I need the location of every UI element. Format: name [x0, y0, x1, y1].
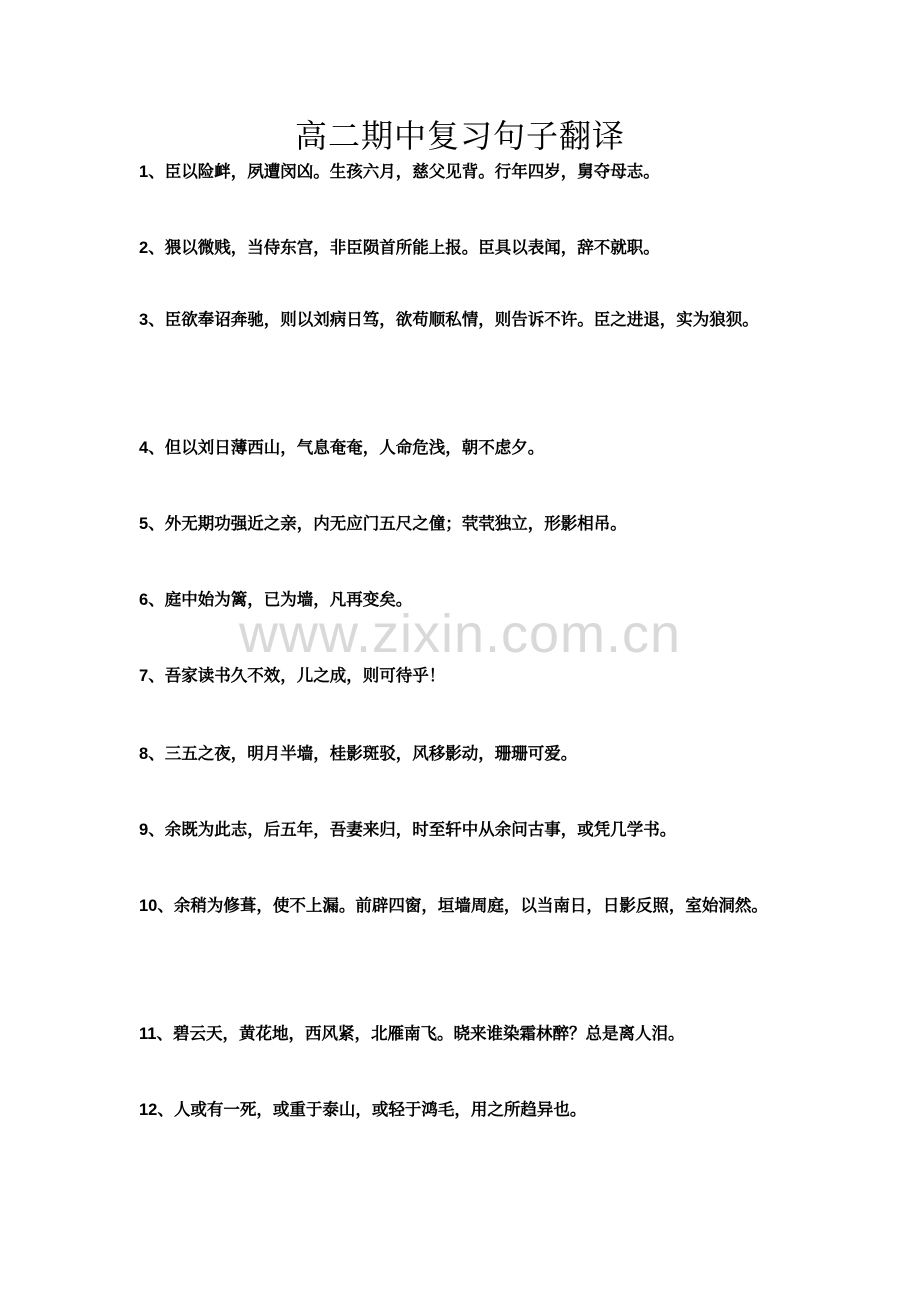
item-separator: 、 — [148, 590, 165, 609]
list-item — [139, 892, 784, 920]
item-text: 但以刘日薄西山，气息奄奄，人命危浅，朝不虑夕。 — [164, 438, 545, 457]
item-number: 6 — [139, 591, 149, 609]
item-number: 8 — [139, 745, 149, 763]
list-item — [139, 1020, 784, 1048]
list-item — [139, 158, 784, 186]
item-separator: 、 — [148, 162, 165, 181]
item-separator: 、 — [148, 666, 165, 685]
item-separator: 、 — [148, 238, 165, 257]
item-separator: 、 — [157, 1100, 174, 1119]
item-text: 碧云天，黄花地，西风紧，北雁南飞。晓来谁染霜林醉？总是离人泪。 — [172, 1024, 685, 1043]
list-item — [139, 510, 784, 538]
list-item — [139, 306, 784, 334]
item-separator: 、 — [148, 310, 165, 329]
watermark: www.zixin.com.cn — [238, 604, 682, 664]
item-number: 1 — [139, 163, 149, 181]
item-text: 余既为此志，后五年，吾妻来归，时至轩中从余问古事，或凭几学书。 — [164, 820, 677, 839]
document-title: 高二期中复习句子翻译 — [294, 117, 625, 155]
list-item — [139, 662, 784, 690]
item-number: 12 — [139, 1101, 158, 1119]
item-number: 2 — [139, 239, 149, 257]
item-text: 庭中始为篱，已为墙，凡再变矣。 — [164, 590, 413, 609]
item-text: 吾家读书久不效，儿之成，则可待乎！ — [164, 666, 446, 685]
item-number: 3 — [139, 311, 149, 329]
item-separator: 、 — [148, 744, 165, 763]
item-text: 猥以微贱，当侍东宫，非臣陨首所能上报。臣具以表闻，辞不就职。 — [164, 238, 660, 257]
item-text: 臣欲奉诏奔驰，则以刘病日笃，欲苟顺私情，则告诉不许。臣之进退，实为狼狈。 — [164, 310, 759, 329]
item-number: 11 — [139, 1025, 157, 1043]
list-item — [139, 1096, 784, 1124]
list-item — [139, 586, 784, 614]
item-separator: 、 — [148, 514, 165, 533]
list-item — [139, 434, 784, 462]
item-number: 4 — [139, 439, 149, 457]
item-separator: 、 — [148, 820, 165, 839]
item-separator: 、 — [157, 896, 174, 915]
list-item — [139, 740, 784, 768]
item-number: 7 — [139, 667, 149, 685]
item-text: 余稍为修葺，使不上漏。前辟四窗，垣墙周庭，以当南日，日影反照，室始洞然。 — [173, 896, 768, 915]
item-text: 人或有一死，或重于泰山，或轻于鸿毛，用之所趋异也。 — [173, 1100, 587, 1119]
item-number: 5 — [139, 515, 149, 533]
item-separator: 、 — [148, 438, 165, 457]
list-item — [139, 816, 784, 844]
item-separator: 、 — [156, 1024, 173, 1043]
item-text: 外无期功强近之亲，内无应门五尺之僮；茕茕独立，形影相吊。 — [164, 514, 627, 533]
item-number: 10 — [139, 897, 158, 915]
item-number: 9 — [139, 821, 149, 839]
list-item — [139, 234, 784, 262]
item-text: 三五之夜，明月半墙，桂影斑驳，风移影动，珊珊可爱。 — [164, 744, 578, 763]
item-text: 臣以险衅，夙遭闵凶。生孩六月，慈父见背。行年四岁，舅夺母志。 — [164, 162, 660, 181]
